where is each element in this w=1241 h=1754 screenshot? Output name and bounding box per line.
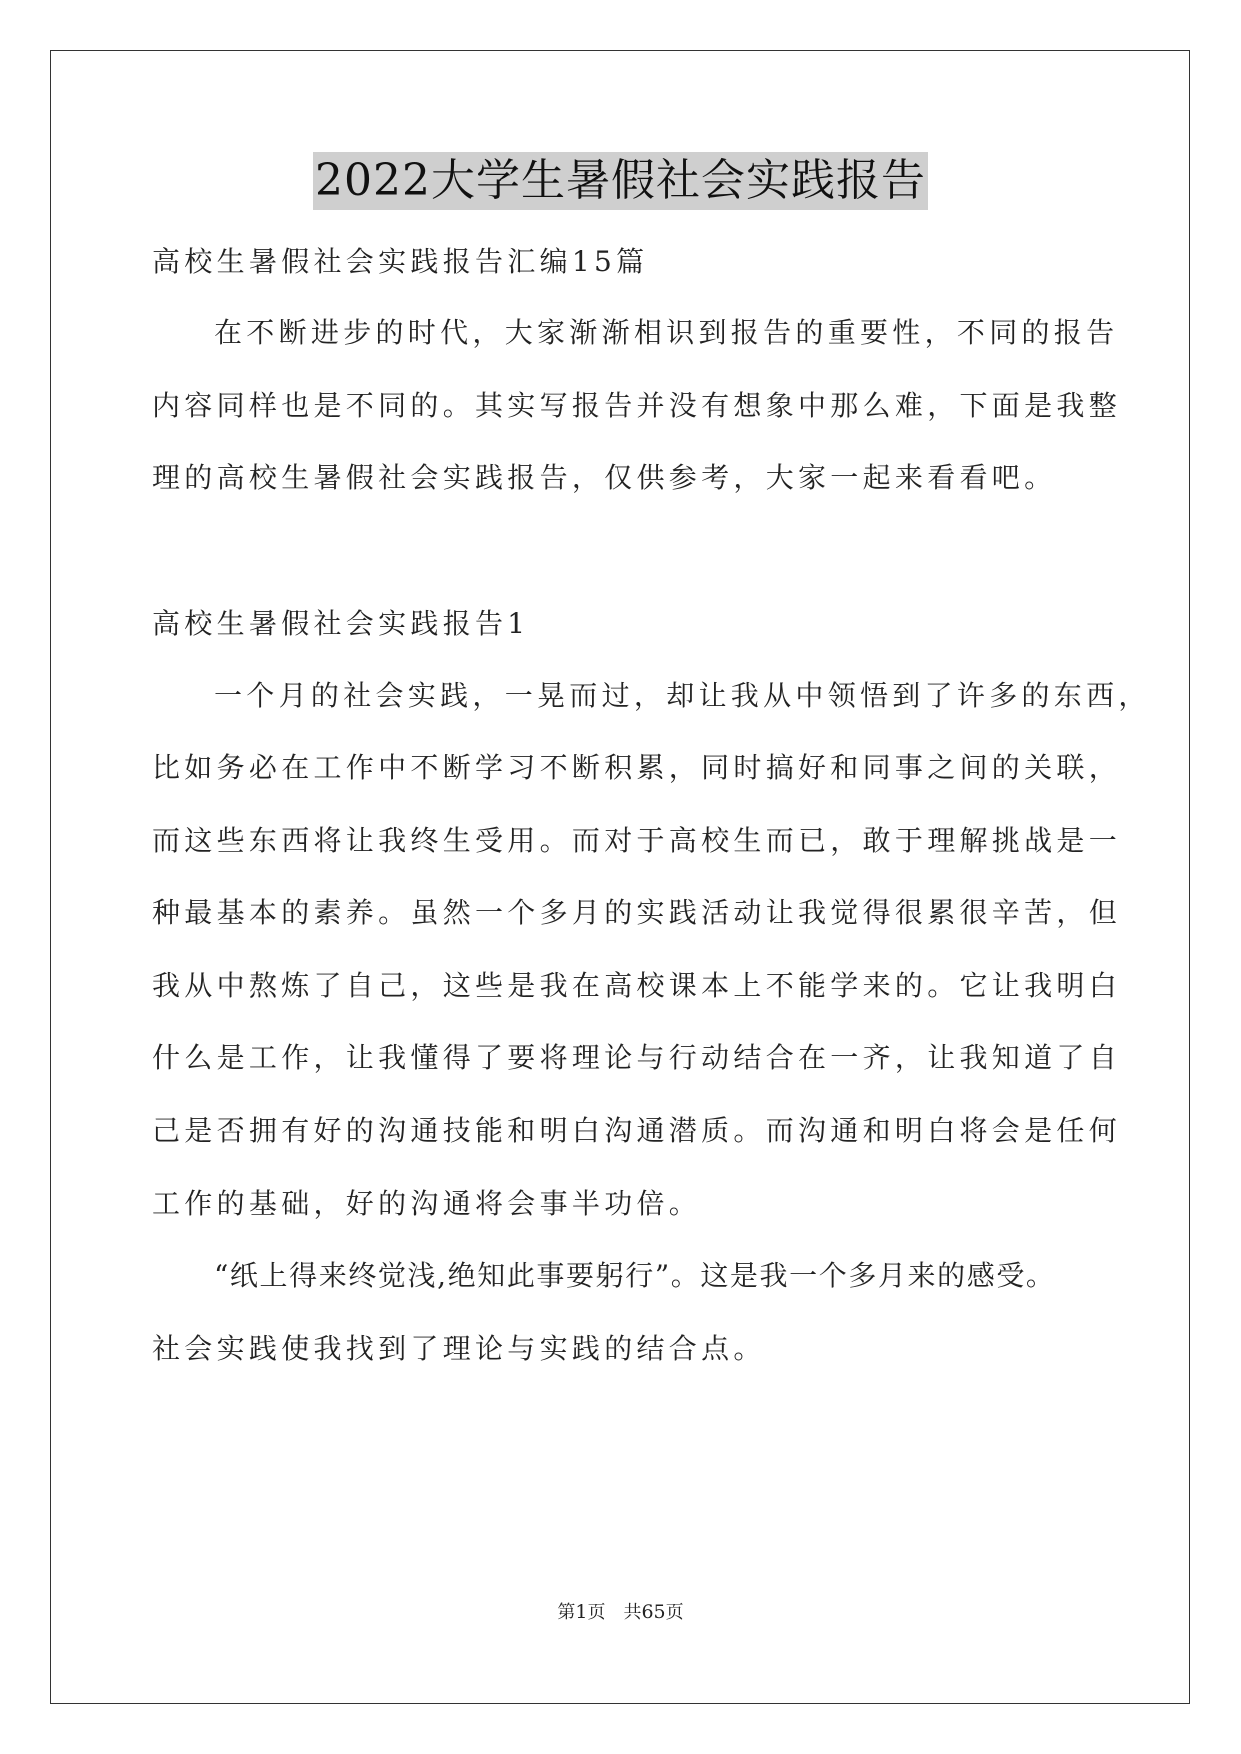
body-line: 我从中熬炼了自己，这些是我在高校课本上不能学来的。它让我明白 — [152, 969, 1122, 1002]
body-line: 己是否拥有好的沟通技能和明白沟通潜质。而沟通和明白将会是任何 — [152, 1114, 1122, 1147]
page-border — [50, 50, 1190, 1704]
document-title: 2022大学生暑假社会实践报告 — [313, 152, 928, 210]
body-line: 工作的基础，好的沟通将会事半功倍。 — [152, 1187, 702, 1220]
intro-line: 在不断进步的时代，大家渐渐相识到报告的重要性，不同的报告 — [214, 316, 1119, 349]
page-prefix: 第 — [557, 1602, 576, 1623]
body-line: 比如务必在工作中不断学习不断积累，同时搞好和同事之间的关联， — [152, 751, 1122, 784]
body-line: 种最基本的素养。虽然一个多月的实践活动让我觉得很累很辛苦，但 — [152, 896, 1122, 929]
total-pages: 65 — [641, 1601, 666, 1623]
intro-line: 内容同样也是不同的。其实写报告并没有想象中那么难，下面是我整 — [152, 389, 1122, 422]
body-line: 而这些东西将让我终生受用。而对于高校生而已，敢于理解挑战是一 — [152, 824, 1122, 857]
body-line: “纸上得来终觉浅,绝知此事要躬行”。这是我一个多月来的感受。 — [214, 1259, 1056, 1292]
body-line: 一个月的社会实践，一晃而过，却让我从中领悟到了许多的东西， — [214, 679, 1151, 712]
total-prefix: 共 — [623, 1602, 642, 1623]
body-line: 社会实践使我找到了理论与实践的结合点。 — [152, 1332, 766, 1365]
page-number: 1 — [575, 1601, 588, 1623]
document-subtitle: 高校生暑假社会实践报告汇编15篇 — [152, 245, 649, 278]
total-suffix: 页 — [665, 1602, 684, 1623]
section-heading: 高校生暑假社会实践报告1 — [152, 607, 530, 640]
title-container — [0, 152, 1241, 210]
page-footer — [0, 1598, 1241, 1624]
intro-line: 理的高校生暑假社会实践报告，仅供参考，大家一起来看看吧。 — [152, 461, 1057, 494]
page-suffix: 页 — [587, 1602, 606, 1623]
body-line: 什么是工作，让我懂得了要将理论与行动结合在一齐，让我知道了自 — [152, 1041, 1122, 1074]
